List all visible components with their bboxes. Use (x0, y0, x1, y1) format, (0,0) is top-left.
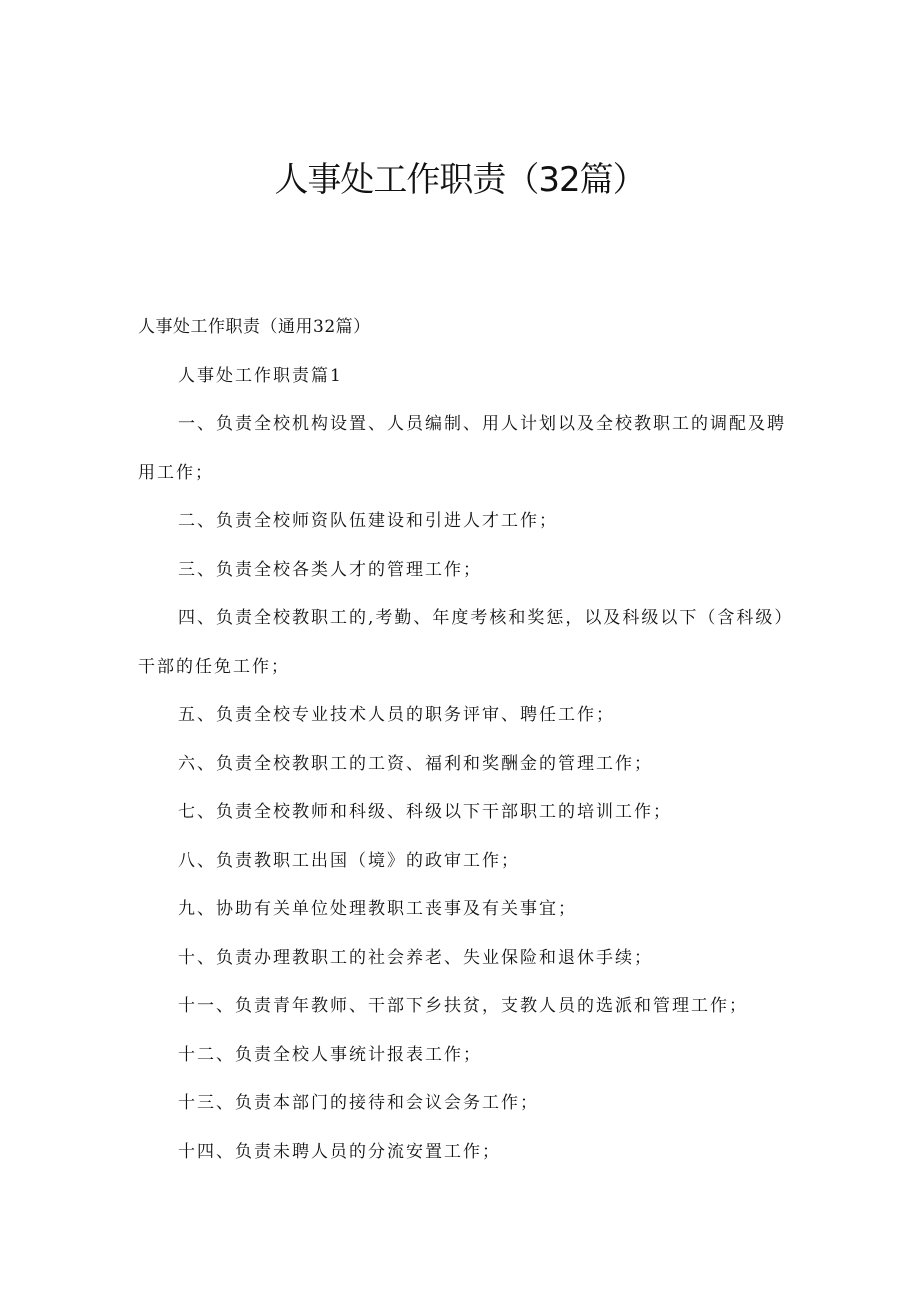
duty-item-5: 五、负责全校专业技术人员的职务评审、聘任工作； (178, 705, 615, 725)
document-body (138, 303, 788, 1176)
duty-item-11: 十一、负责青年教师、干部下乡扶贫，支教人员的选派和管理工作； (178, 996, 748, 1016)
duty-item-14: 十四、负责未聘人员的分流安置工作； (178, 1141, 501, 1162)
document-title: 人事处工作职责（32篇） (274, 160, 646, 200)
document-subtitle: 人事处工作职责（通用32篇） (138, 317, 371, 337)
duty-item-13: 十三、负责本部门的接待和会议会务工作； (178, 1093, 539, 1113)
duty-item-9: 九、协助有关单位处理教职工丧事及有关事宜； (178, 899, 577, 919)
duty-item-7: 七、负责全校教师和科级、科级以下干部职工的培训工作； (178, 802, 672, 822)
duty-item-10: 十、负责办理教职工的社会养老、失业保险和退休手续； (178, 947, 653, 968)
duty-item-12: 十二、负责全校人事统计报表工作； (178, 1044, 482, 1065)
duty-item-3: 三、负责全校各类人才的管理工作； (178, 559, 482, 580)
section-heading: 人事处工作职责篇1 (178, 365, 343, 386)
duty-item-6: 六、负责全校教职工的工资、福利和奖酬金的管理工作； (178, 753, 653, 774)
duty-item-4: 四、负责全校教职工的,考勤、年度考核和奖惩，以及科级以下（含科级）干部的任免工作； (138, 608, 785, 677)
duty-item-8: 八、负责教职工出国（境》的政审工作； (178, 850, 520, 871)
duty-item-2: 二、负责全校师资队伍建设和引进人才工作； (178, 511, 558, 531)
duty-item-1: 一、负责全校机构设置、人员编制、用人计划以及全校教职工的调配及聘用工作； (138, 414, 786, 483)
